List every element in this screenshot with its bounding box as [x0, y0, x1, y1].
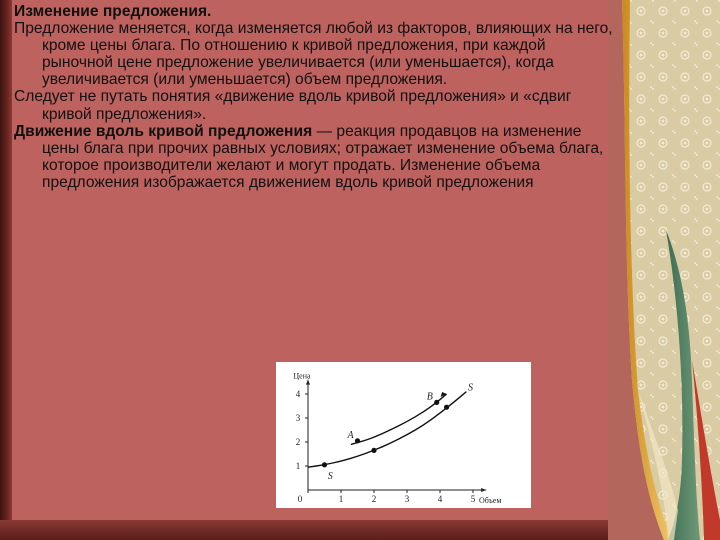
slide-frame-bottom — [0, 520, 620, 540]
paragraph-2: Следует не путать понятия «движение вдоль кривой предложения» и «сдвиг кривой предложения». — [14, 88, 572, 123]
y-tick-label: 3 — [295, 413, 301, 423]
x-tick-label: 3 — [404, 494, 410, 504]
x-axis-label: Объем — [478, 496, 502, 505]
slide-title: Изменение предложения. — [14, 3, 212, 20]
body-text — [14, 3, 616, 191]
supply-curve-chart — [276, 362, 531, 508]
x-tick-label: 5 — [470, 494, 476, 504]
data-point — [434, 400, 439, 405]
x-axis-arrow — [481, 488, 486, 492]
point-label: A — [347, 429, 354, 441]
decorative-drape-image — [608, 0, 720, 540]
curve-label: S — [327, 471, 333, 483]
paragraph-3 — [14, 123, 616, 191]
paragraph-1: Предложение меняется, когда изменяется любой из факторов, влияющих на него, кроме цены блага. По отношению к кривой предложения, при каждой рыночной цене предложение увеличивается (или уменьшается), когда увеличивается (или уменьшается) объем предложения. — [14, 20, 613, 89]
y-tick-label: 4 — [295, 389, 301, 399]
y-axis-label: Цена — [293, 371, 311, 381]
paragraph-3-definition: — реакция продавцов на изменение цены блага при прочих равных условиях; отражает изменение объема блага, которое производители желают и могут продать. Изменение объема предложения изображается движением вдоль кривой предложения — [42, 122, 604, 191]
data-point — [355, 438, 360, 443]
y-tick-label: 1 — [295, 461, 301, 471]
x-tick-label: 1 — [338, 494, 344, 504]
x-tick-label: 0 — [297, 494, 303, 504]
chart-svg — [276, 362, 531, 508]
data-point — [371, 448, 376, 453]
slide-frame-left — [0, 0, 12, 540]
data-point — [322, 462, 327, 467]
curve-label: S — [468, 382, 474, 394]
y-tick-label: 2 — [295, 437, 301, 447]
data-point — [444, 405, 449, 410]
x-tick-label: 2 — [371, 494, 377, 504]
point-label: B — [426, 391, 433, 403]
paragraph-3-term: Движение вдоль кривой предложения — [14, 122, 313, 140]
x-tick-label: 4 — [437, 494, 443, 504]
series-line-1 — [308, 392, 466, 468]
